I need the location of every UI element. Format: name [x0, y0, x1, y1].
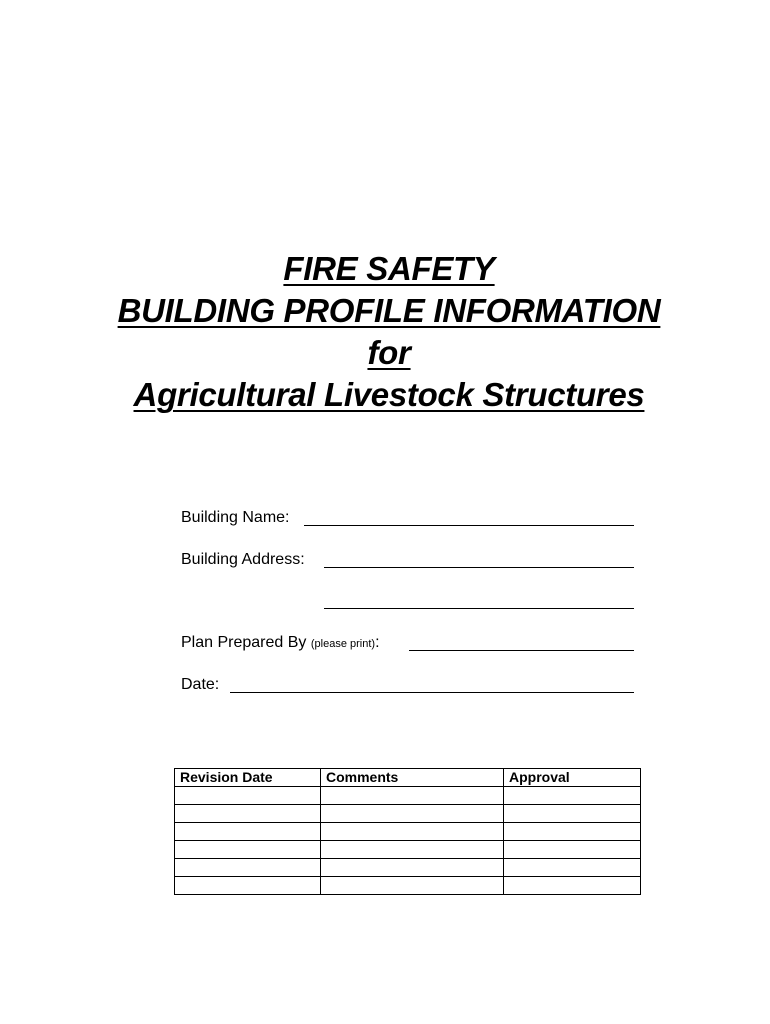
approval-cell[interactable]: [504, 805, 641, 823]
approval-cell[interactable]: [504, 859, 641, 877]
please-print-note: (please print): [310, 638, 376, 650]
building-address-line-1[interactable]: [324, 567, 634, 568]
building-address-line-2[interactable]: [324, 608, 634, 609]
table-row: [175, 841, 641, 859]
approval-cell[interactable]: [504, 823, 641, 841]
revision-date-cell[interactable]: [175, 877, 321, 895]
approval-cell[interactable]: [504, 877, 641, 895]
approval-cell[interactable]: [504, 841, 641, 859]
revision-table-header: [175, 769, 641, 787]
title-line-4: Agricultural Livestock Structures: [133, 376, 645, 413]
revision-table-body: [175, 787, 641, 895]
approval-cell[interactable]: [504, 787, 641, 805]
revision-table: [174, 768, 641, 895]
revision-date-cell[interactable]: [175, 841, 321, 859]
building-name-line[interactable]: [304, 525, 634, 526]
date-label: Date:: [181, 676, 220, 693]
title-line-1: FIRE SAFETY: [283, 250, 495, 287]
table-row: [175, 805, 641, 823]
comments-cell[interactable]: [321, 877, 504, 895]
table-row: [175, 823, 641, 841]
comments-cell[interactable]: [321, 805, 504, 823]
revision-date-cell[interactable]: [175, 787, 321, 805]
plan-prepared-by-line[interactable]: [409, 650, 634, 651]
table-row: [175, 859, 641, 877]
table-row: [175, 787, 641, 805]
document-title: [0, 248, 770, 416]
table-row: [175, 877, 641, 895]
header-approval: Approval: [504, 769, 641, 787]
building-address-label: Building Address:: [181, 551, 305, 568]
revision-date-cell[interactable]: [175, 823, 321, 841]
comments-cell[interactable]: [321, 823, 504, 841]
plan-prepared-by-colon: :: [375, 634, 380, 651]
revision-date-cell[interactable]: [175, 805, 321, 823]
title-line-3: for: [367, 334, 411, 371]
revision-date-cell[interactable]: [175, 859, 321, 877]
title-line-2: BUILDING PROFILE INFORMATION: [117, 292, 661, 329]
comments-cell[interactable]: [321, 841, 504, 859]
header-revision-date: Revision Date: [175, 769, 321, 787]
plan-prepared-by-label: [181, 633, 380, 654]
building-name-label: Building Name:: [181, 509, 290, 526]
comments-cell[interactable]: [321, 787, 504, 805]
comments-cell[interactable]: [321, 859, 504, 877]
plan-prepared-by-text: Plan Prepared By: [181, 634, 307, 651]
header-comments: Comments: [321, 769, 504, 787]
date-line[interactable]: [230, 692, 634, 693]
